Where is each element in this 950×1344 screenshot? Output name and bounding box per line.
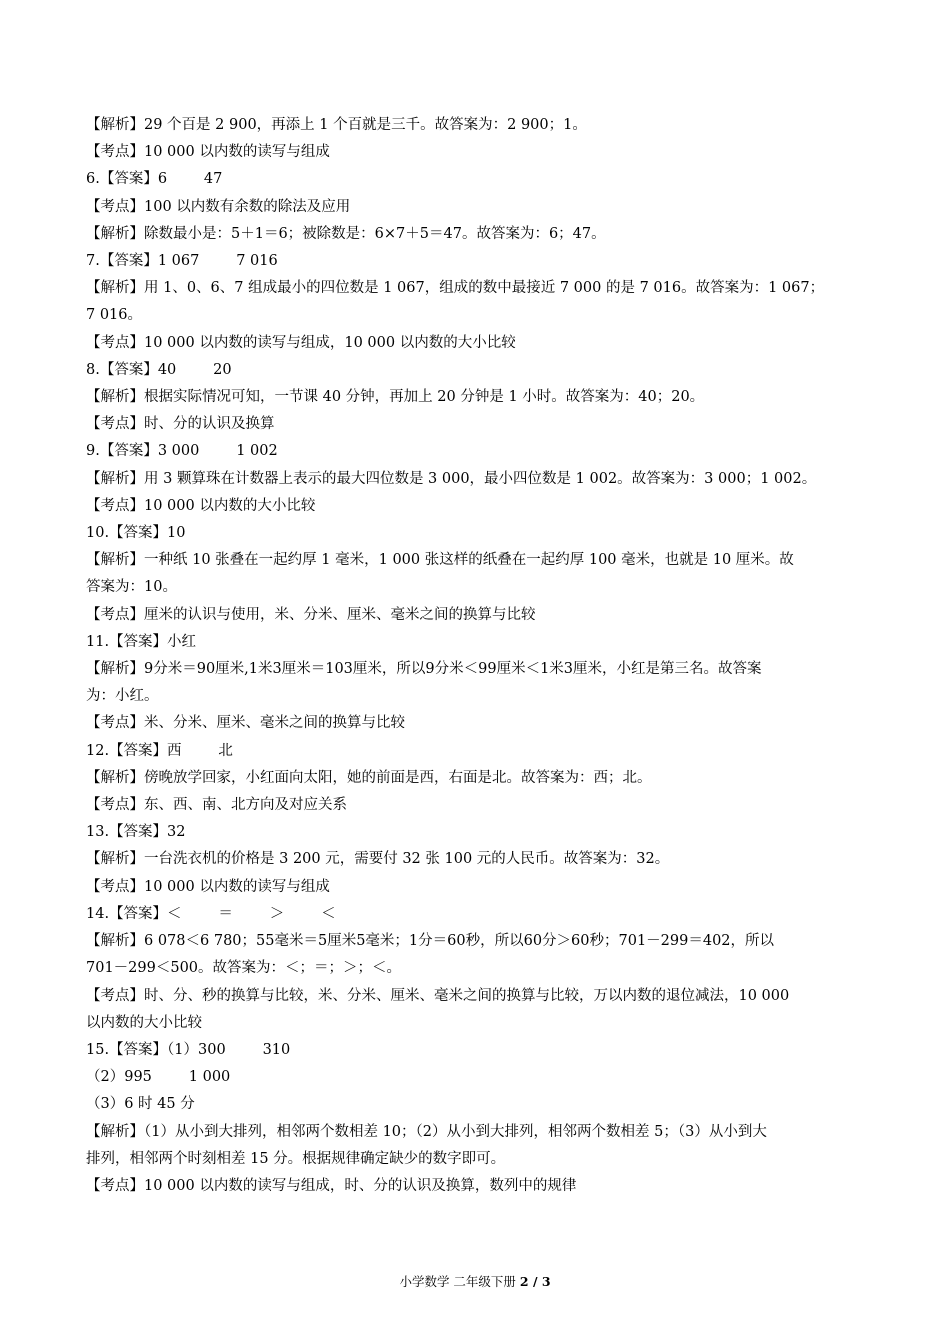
text-line: 6.【答案】6 47 bbox=[86, 171, 223, 188]
text-line: 【考点】100 以内数有余数的除法及应用 bbox=[86, 198, 351, 215]
text-line: 7 016。 bbox=[86, 307, 143, 324]
text-line: 【考点】10 000 以内数的读写与组成 bbox=[86, 144, 330, 161]
footer-title: 小学数学 二年级下册 bbox=[399, 1274, 520, 1289]
text-line: 8.【答案】40 20 bbox=[86, 361, 232, 378]
text-line: 【解析】9分米＝90厘米,1米3厘米＝103厘米，所以9分米＜99厘米＜1米3厘米，小红是第三名。故答案 bbox=[86, 661, 762, 678]
text-line: 排列，相邻两个时刻相差 15 分。根据规律确定缺少的数字即可。 bbox=[86, 1150, 506, 1167]
text-line: 【解析】一种纸 10 张叠在一起约厚 1 毫米，1 000 张这样的纸叠在一起约厚 100 毫米，也就是 10 厘米。故 bbox=[86, 552, 794, 569]
text-line: 【考点】时、分的认识及换算 bbox=[86, 416, 275, 433]
text-line: 【解析】除数最小是：5＋1＝6；被除数是：6×7＋5＝47。故答案为：6；47。 bbox=[86, 225, 606, 242]
text-line: 为：小红。 bbox=[86, 688, 159, 705]
text-line: 【解析】（1）从小到大排列，相邻两个数相差 10；（2）从小到大排列，相邻两个数相差 5；（3）从小到大 bbox=[86, 1123, 767, 1140]
text-line: 以内数的大小比较 bbox=[86, 1014, 202, 1031]
text-line: 9.【答案】3 000 1 002 bbox=[86, 443, 278, 460]
text-line: 12.【答案】西 北 bbox=[86, 742, 233, 759]
text-line: 【解析】29 个百是 2 900，再添上 1 个百就是三千。故答案为：2 900；1。 bbox=[86, 117, 587, 133]
text-line: 13.【答案】32 bbox=[86, 824, 186, 841]
text-line: 【解析】一台洗衣机的价格是 3 200 元，需要付 32 张 100 元的人民币。故答案为：32。 bbox=[86, 851, 670, 868]
text-line: 7.【答案】1 067 7 016 bbox=[86, 253, 278, 270]
text-line: 【考点】10 000 以内数的读写与组成，时、分的认识及换算，数列中的规律 bbox=[86, 1177, 577, 1194]
text-line: 14.【答案】＜ ＝ ＞ ＜ bbox=[86, 905, 336, 922]
text-line: 【考点】10 000 以内数的大小比较 bbox=[86, 497, 316, 514]
text-line: 【解析】根据实际情况可知，一节课 40 分钟，再加上 20 分钟是 1 小时。故答案为：40；20。 bbox=[86, 389, 705, 406]
text-line: 【考点】时、分、秒的换算与比较，米、分米、厘米、毫米之间的换算与比较，万以内数的退位减法，10 000 bbox=[86, 987, 790, 1004]
text-line: 701－299＜500。故答案为：＜；＝；＞；＜。 bbox=[86, 960, 402, 977]
document-body bbox=[86, 112, 870, 1200]
text-line: （3）6 时 45 分 bbox=[86, 1096, 195, 1113]
text-line: （2）995 1 000 bbox=[86, 1069, 231, 1086]
text-line: 【解析】傍晚放学回家，小红面向太阳，她的前面是西，右面是北。故答案为：西；北。 bbox=[86, 769, 652, 786]
text-line: 【解析】用 3 颗算珠在计数器上表示的最大四位数是 3 000，最小四位数是 1 002。故答案为：3 000；1 002。 bbox=[86, 470, 817, 487]
page-footer bbox=[0, 1272, 950, 1290]
page-number: 2 / 3 bbox=[519, 1274, 551, 1289]
text-line: 【解析】6 078＜6 780；55毫米＝5厘米5毫米；1分＝60秒，所以60分＞60秒；701－299＝402，所以 bbox=[86, 933, 775, 950]
text-line: 【考点】东、西、南、北方向及对应关系 bbox=[86, 797, 347, 814]
text-line: 【考点】10 000 以内数的读写与组成 bbox=[86, 878, 330, 895]
text-line: 【考点】10 000 以内数的读写与组成，10 000 以内数的大小比较 bbox=[86, 334, 516, 351]
text-line: 15.【答案】（1）300 310 bbox=[86, 1041, 291, 1058]
text-line: 【考点】米、分米、厘米、毫米之间的换算与比较 bbox=[86, 715, 405, 732]
text-line: 10.【答案】10 bbox=[86, 525, 186, 542]
text-line: 【考点】厘米的认识与使用，米、分米、厘米、毫米之间的换算与比较 bbox=[86, 606, 536, 623]
text-line: 【解析】用 1、0、6、7 组成最小的四位数是 1 067，组成的数中最接近 7 000 的是 7 016。故答案为：1 067； bbox=[86, 280, 825, 297]
text-line: 11.【答案】小红 bbox=[86, 633, 197, 650]
text-line: 答案为：10。 bbox=[86, 579, 177, 596]
